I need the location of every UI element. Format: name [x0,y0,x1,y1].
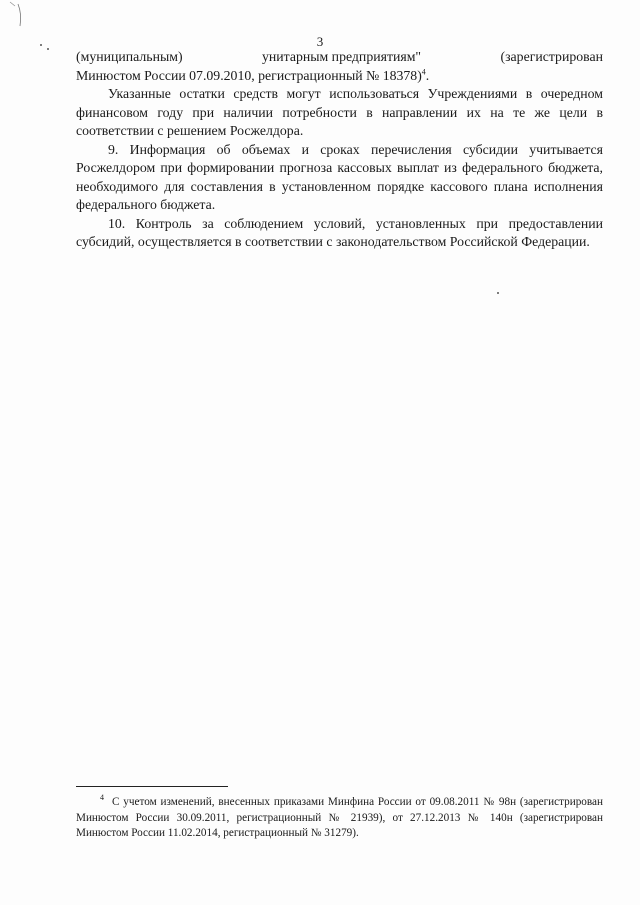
continued-line [76,48,603,67]
footnote-mark: 4 [100,793,104,803]
footnote-separator [76,786,228,787]
text-fragment: унитарным предприятиям" [261,49,422,64]
scan-speck [497,292,499,294]
document-body [76,48,603,252]
paragraph-10: 10. Контроль за соблюдением условий, установленных при предоставлении субсидий, осуществляется в соответствии с законодательством Российской Федерации. [76,215,603,249]
text-fragment: . [425,67,430,83]
text-fragment: Минюстом России 07.09.2010, регистрационный № 18378) [76,67,422,83]
continued-line-end [76,67,603,86]
text-fragment: (муниципальным) [76,49,183,64]
footnote-body: С учетом изменений, внесенных приказами Минфина России от 09.08.2011 № 98н (зарегистрирован Минюстом России 30.09.2011, регистрационный № 21939), от 27.12.2013 № 140н (зарегистрирован Минюстом России 11.02.2014, регистрационный № 31279). [76,796,603,839]
footnote [76,795,603,842]
footnote-reference: 4 [421,66,426,76]
footnote-text [76,795,603,842]
page-number: 3 [316,34,324,49]
text-fragment: (зарегистрирован [500,49,603,64]
paragraph-9: 9. Информация об объемах и сроках перечисления субсидии учитывается Росжелдором при формировании прогноза кассовых выплат из федерального бюджета, необходимого для составления в установленном порядке кассового плана исполнения федерального бюджета. [76,141,603,212]
paragraph-balances: Указанные остатки средств могут использоваться Учреждениями в очередном финансовом году при наличии потребности в направлении их на те же цели в соответствии с решением Росжелдора. [76,86,603,138]
